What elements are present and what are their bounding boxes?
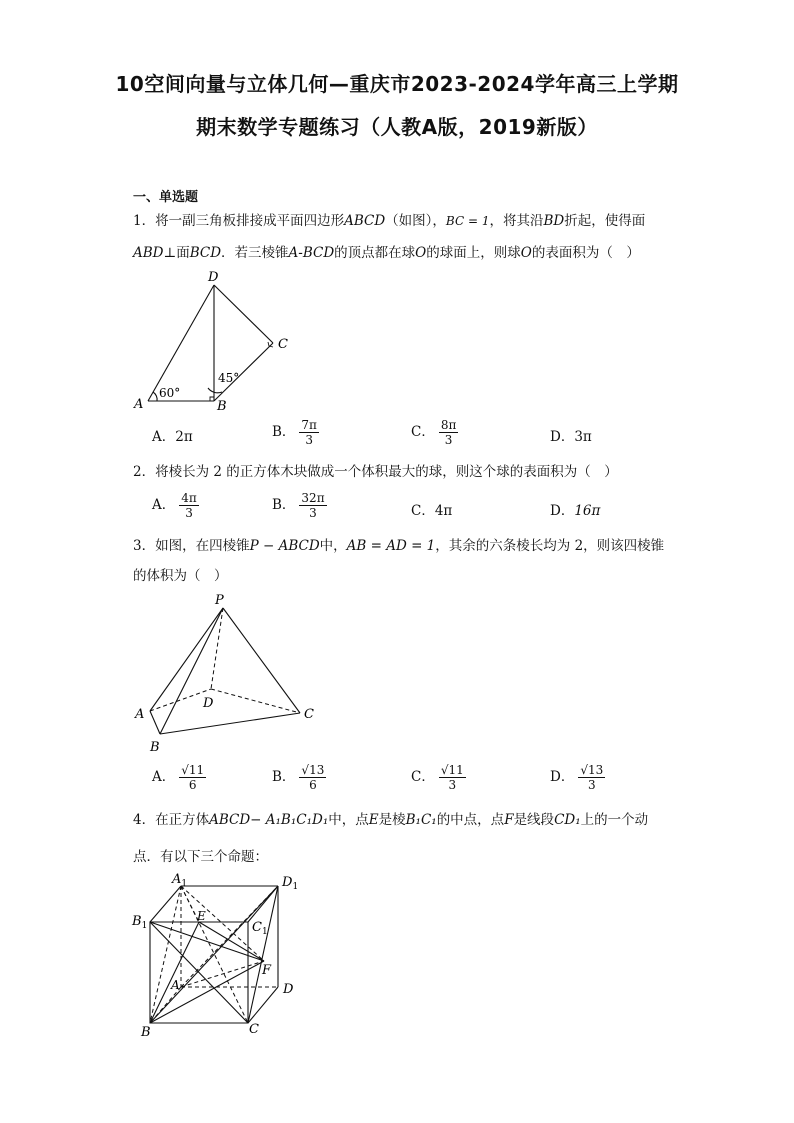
q2-option-b[interactable]: B． $\frac{32\pi}{3}$ [272,491,325,520]
question-3-line2: 的体积为（ ） [133,568,228,584]
q1-option-d[interactable]: D．3π [550,429,592,445]
question-4-figure [128,865,308,1045]
label-b1: $B_1$ [132,914,148,931]
q2-option-c[interactable]: C．4π [411,503,453,519]
question-2-text: 2．将棱长为 2 的正方体木块做成一个体积最大的球，则这个球的表面积为（ ） [133,464,618,480]
angle-60-label: 60° [159,386,181,400]
q3-option-d[interactable]: D． $\frac{√13}{3}$ [550,763,604,792]
section-heading: 一、单选题 [133,190,199,205]
label-d: D [283,982,294,997]
label-c1: $C_1$ [252,920,268,937]
edge-dc-hidden [211,689,300,713]
fraction: $\frac{√13}{6}$ [301,763,325,792]
question-1-figure [128,268,298,413]
label-d: D [203,696,214,711]
question-4-line2: 点．有以下三个命题： [133,849,268,865]
edge-ab [150,711,160,734]
q3-option-b[interactable]: B． $\frac{√13}{6}$ [272,763,325,792]
question-4-line1: 4．在正方体ABCD− A₁B₁C₁D₁中，点E是棱B₁C₁的中点，点F是线段CD₁上的一个动 [133,812,649,828]
q2-option-d[interactable]: D．16π [550,503,601,519]
label-a: A [134,397,144,412]
fraction: $\frac{8\pi}{3}$ [440,418,457,447]
segment-a1b-hidden [150,886,181,1023]
q1-option-c[interactable]: C． $\frac{8\pi}{3}$ [411,418,457,447]
label-b: B [217,399,227,413]
label-d1: $D_1$ [282,875,299,892]
label-d: D [208,270,219,285]
angle-45-label: 45° [218,371,240,385]
q3-option-c[interactable]: C． $\frac{√11}{3}$ [411,763,464,792]
label-e: E [197,909,206,923]
edge-bc [160,713,300,734]
document-title-line2: 期末数学专题练习（人教A版，2019新版） [196,115,598,139]
edge-b1a1 [150,886,181,922]
label-p: P [215,593,224,608]
segment-be [150,922,199,1023]
fraction: $\frac{√13}{3}$ [580,763,604,792]
segment-bf [150,961,264,1023]
q1-option-a[interactable]: A．2π [152,429,193,445]
question-1-line1: 1．将一副三角板排接成平面四边形ABCD（如图），BC = 1，将其沿BD折起，使得面 [133,213,646,229]
edge-dc [214,285,273,343]
fraction: $\frac{√11}{3}$ [440,763,464,792]
label-a: A [135,707,145,722]
fraction: $\frac{32\pi}{3}$ [301,491,325,520]
angle-arc-b [208,388,222,393]
fraction: $\frac{√11}{6}$ [181,763,205,792]
question-3-figure [128,590,328,760]
right-angle-b [210,397,214,401]
q1-option-b[interactable]: B． $\frac{7\pi}{3}$ [272,418,317,447]
question-1-line2: ABD⊥面BCD．若三棱锥A-BCD的顶点都在球O的球面上，则球O的表面积为（ ） [133,245,640,261]
fraction: $\frac{7\pi}{3}$ [301,418,317,447]
q2-option-a[interactable]: A． $\frac{4\pi}{3}$ [152,491,197,520]
segment-bd1 [150,886,278,1023]
edge-pc [223,608,300,713]
label-f: F [262,963,272,978]
fraction: $\frac{4\pi}{3}$ [181,491,197,520]
label-c: C [278,337,288,352]
label-b: B [141,1025,151,1040]
angle-arc-a [153,392,157,401]
label-b: B [150,740,160,755]
question-3-line1: 3．如图，在四棱锥P − ABCD中，AB = AD = 1，其余的六条棱长均为 2，则该四棱锥 [133,538,665,554]
document-title-line1: 10空间向量与立体几何—重庆市2023-2024学年高三上学期 [115,72,679,96]
label-a: A [171,978,180,992]
label-a1: $A_1$ [172,872,188,889]
segment-b1f [150,922,264,961]
label-c: C [304,707,314,722]
edge-ad [148,285,214,401]
q3-option-a[interactable]: A． $\frac{√11}{6}$ [152,763,205,792]
label-c: C [249,1022,259,1037]
